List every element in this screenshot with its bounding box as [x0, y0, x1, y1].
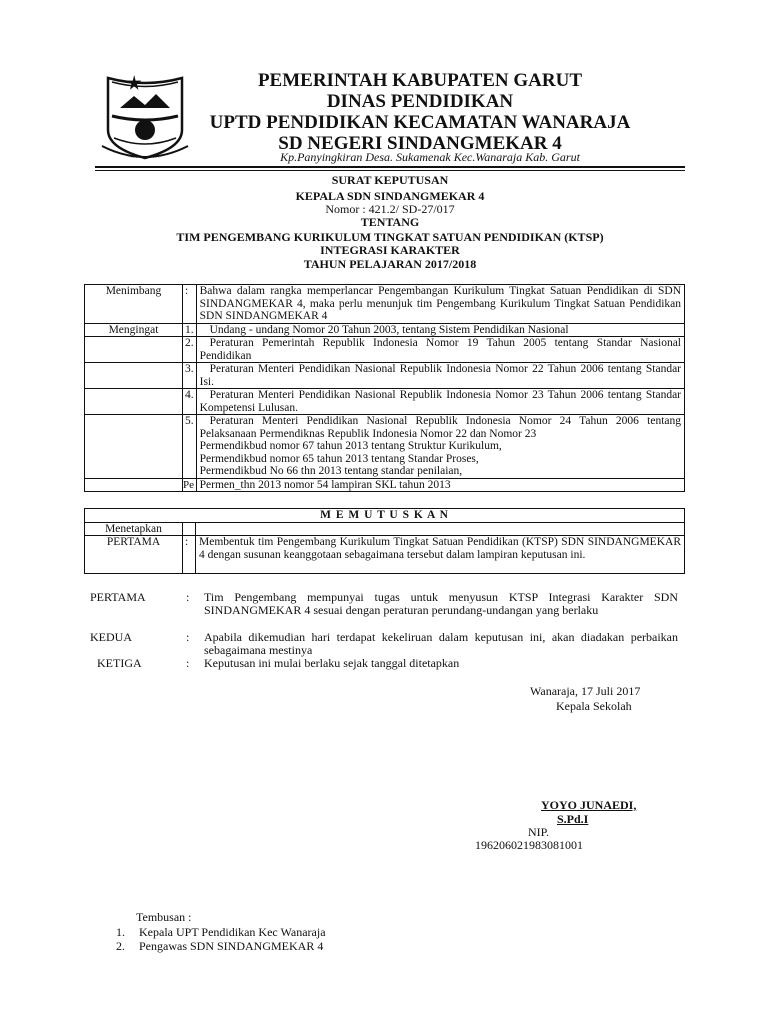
cc-item-2: Pengawas SDN SINDANGMEKAR 4: [139, 939, 324, 953]
mengingat-num-5: 5.: [183, 415, 197, 479]
mengingat-last-line: Permen_thn 2013 nomor 54 lampiran SKL tahun 2013: [196, 478, 684, 492]
pertama-label: PERTAMA: [85, 536, 183, 574]
decision-row-colon-1: :: [186, 590, 190, 604]
signature-nip: 196206021983081001: [475, 838, 583, 852]
decree-issuer: KEPALA SDN SINDANGMEKAR 4: [295, 189, 485, 203]
mengingat-text-3: Peraturan Menteri Pendidikan Nasional Republik Indonesia Nomor 22 Tahun 2006 tentang Standar Isi.: [196, 363, 684, 389]
cc-label: Tembusan :: [136, 910, 192, 924]
mengingat-row: [85, 389, 685, 415]
signature-name: YOYO JUNAEDI,: [541, 798, 637, 812]
menetapkan-label: Menetapkan: [85, 522, 183, 536]
decision-heading: M E M U T U S K A N: [85, 509, 685, 523]
cc-num-2: 2.: [116, 939, 125, 953]
decision-row-label-2: KEDUA: [90, 630, 132, 644]
decree-subject-2: INTEGRASI KARAKTER: [320, 243, 460, 257]
mengingat-row: [85, 337, 685, 363]
decree-number-text: Nomor : 421.2/ SD-27/017: [325, 202, 455, 216]
signature-nip-label: NIP.: [528, 825, 550, 839]
mengingat-num-1: 1.: [183, 323, 197, 337]
mengingat-last-prefix: Pe: [183, 478, 197, 492]
considering-table: [84, 284, 685, 492]
decision-row-text-1: Tim Pengembang mempunyai tugas untuk menyusun KTSP Integrasi Karakter SDN SINDANGMEKAR 4 sesuai dengan peraturan perundang-undangan yang berlaku: [204, 590, 678, 617]
mengingat-text-1: Undang - undang Nomor 20 Tahun 2003, tentang Sistem Pendidikan Nasional: [196, 323, 684, 337]
mengingat-num-4: 4.: [183, 389, 197, 415]
decree-year: TAHUN PELAJARAN 2017/2018: [303, 257, 477, 271]
decree-title: SURAT KEPUTUSAN: [331, 173, 449, 187]
decision-heading-row: [85, 509, 685, 523]
mengingat-num-2: 2.: [183, 337, 197, 363]
decree-about: TENTANG: [360, 215, 420, 229]
header-agency: DINAS PENDIDIKAN: [326, 91, 514, 112]
header-government: PEMERINTAH KABUPATEN GARUT: [257, 70, 583, 91]
menimbang-text: Bahwa dalam rangka memperlancar Pengembangan Kurikulum Tingkat Satuan Pendidikan di SDN SINDANGMEKAR 4, maka perlu menunjuk tim Pengembang Kurikulum Tingkat Satuan Pendidikan SDN SINDANGMEKAR 4: [196, 285, 684, 324]
header-address: Kp.Panyingkiran Desa. Sukamenak Kec.Wanaraja Kab. Garut: [280, 150, 580, 164]
mengingat-label: Mengingat: [85, 323, 183, 337]
mengingat-extra-3: Permendikbud No 66 thn 2013 tentang standar penilaian,: [199, 465, 463, 477]
mengingat-row: [85, 415, 685, 479]
menetapkan-row: [85, 522, 685, 536]
mengingat-num-3: 3.: [183, 363, 197, 389]
pertama-text: Membentuk tim Pengembang Kurikulum Tingkat Satuan Pendidikan (KTSP) SDN SINDANGMEKAR 4 dengan susunan keanggotaan sebagaimana tersebut dalam lampiran keputusan ini.: [196, 536, 685, 574]
signature-place-date: Wanaraja, 17 Juli 2017: [530, 684, 641, 698]
mengingat-text-4: Peraturan Menteri Pendidikan Nasional Republik Indonesia Nomor 23 Tahun 2006 tentang Standar Kompetensi Lulusan.: [196, 389, 684, 415]
decision-row-label-3: KETIGA: [97, 656, 142, 670]
signature-position: Kepala Sekolah: [556, 699, 632, 713]
menimbang-label: Menimbang: [85, 285, 183, 324]
cc-item-1: Kepala UPT Pendidikan Kec Wanaraja: [139, 925, 326, 939]
svg-text:. . . . . . . . . . .: . . . . . . . . . . .: [130, 154, 160, 160]
mengingat-row: [85, 363, 685, 389]
menimbang-row: [85, 285, 685, 324]
letterhead-rule: [95, 166, 685, 168]
decision-row-colon-3: :: [186, 656, 190, 670]
decision-row-colon-2: :: [186, 630, 190, 644]
header-school: SD NEGERI SINDANGMEKAR 4: [278, 133, 562, 154]
signature-degree: S.Pd.I: [557, 812, 589, 826]
decree-subject: TIM PENGEMBANG KURIKULUM TINGKAT SATUAN PENDIDIKAN (KTSP): [176, 230, 604, 244]
letterhead-rule-thin: [95, 170, 685, 171]
menimbang-colon: :: [183, 285, 197, 324]
letterhead: [160, 70, 680, 154]
mengingat-text-5-main: Peraturan Menteri Pendidikan Nasional Republik Indonesia Nomor 24 Tahun 2006 tentang Pelaksanaan Permendiknas Republik Indonesia Nomor 22 dan Nomor 23: [199, 415, 681, 440]
pertama-colon: :: [183, 536, 196, 574]
pertama-row: [85, 536, 685, 574]
decision-row-text-3: Keputusan ini mulai berlaku sejak tanggal ditetapkan: [204, 656, 460, 670]
header-uptd: UPTD PENDIDIKAN KECAMATAN WANARAJA: [209, 112, 631, 133]
mengingat-row: [85, 478, 685, 492]
mengingat-text-2: Peraturan Pemerintah Republik Indonesia Nomor 19 Tahun 2005 tentang Standar Nasional Pendidikan: [196, 337, 684, 363]
decision-row-label-1: PERTAMA: [90, 590, 146, 604]
cc-num-1: 1.: [116, 925, 125, 939]
mengingat-text-5: [196, 415, 684, 479]
mengingat-extra-2: Permendikbud nomor 65 tahun 2013 tentang Standar Proses,: [199, 452, 479, 465]
mengingat-row: [85, 323, 685, 337]
decision-row-text-2: Apabila dikemudian hari terdapat kekeliruan dalam keputusan ini, akan diadakan perbaikan sebagaimana mestinya: [204, 630, 678, 657]
mengingat-extra-1: Permendikbud nomor 67 tahun 2013 tentang Struktur Kurikulum,: [199, 440, 502, 452]
decision-table: [84, 508, 685, 574]
